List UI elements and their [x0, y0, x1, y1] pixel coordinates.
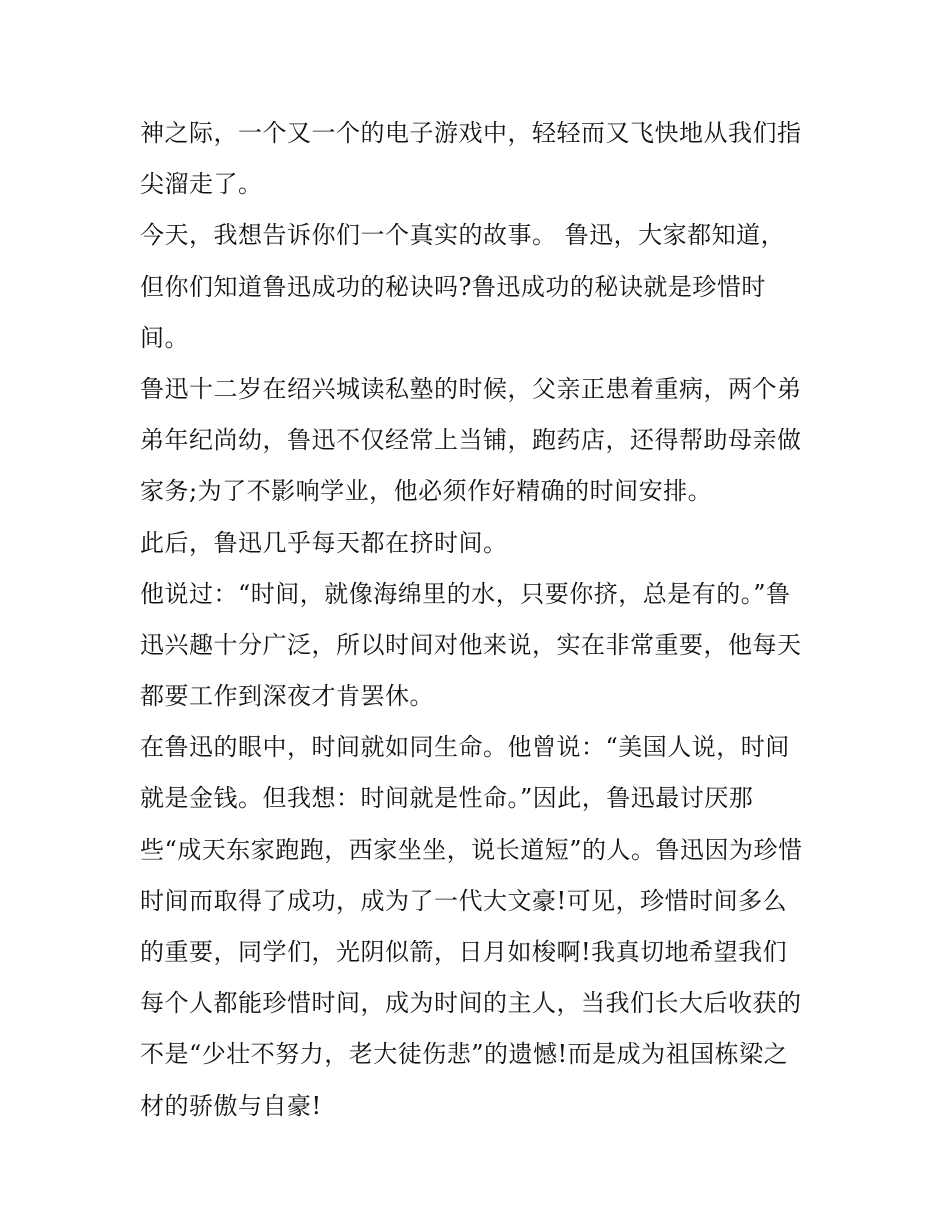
- text-line: 今天，我想告诉你们一个真实的故事。 鲁迅，大家都知道，: [140, 221, 786, 250]
- text-line: 时间而取得了成功，成为了一代大文豪!可见，珍惜时间多么: [140, 886, 788, 915]
- text-line: 尖溜走了。: [140, 170, 263, 199]
- text-line: 鲁迅十二岁在绍兴城读私塾的时候，父亲正患着重病，两个弟: [140, 374, 802, 403]
- text-line: 在鲁迅的眼中，时间就如同生命。他曾说：“美国人说，时间: [140, 733, 790, 762]
- text-line: 但你们知道鲁迅成功的秘诀吗?鲁迅成功的秘诀就是珍惜时: [140, 272, 766, 301]
- text-line: 家务;为了不影响学业，他必须作好精确的时间安排。: [140, 477, 713, 506]
- text-line: 的重要，同学们，光阴似箭，日月如梭啊!我真切地希望我们: [140, 938, 788, 966]
- text-line: 材的骄傲与自豪!: [140, 1091, 322, 1120]
- text-line: 间。: [140, 323, 189, 352]
- text-line: 此后，鲁迅几乎每天都在挤时间。: [140, 528, 508, 557]
- text-line: 不是“少壮不努力，老大徒伤悲”的遗憾!而是成为祖国栋梁之: [140, 1040, 789, 1069]
- text-line: 每个人都能珍惜时间，成为时间的主人，当我们长大后收获的: [140, 989, 802, 1018]
- text-line: 弟年纪尚幼，鲁迅不仅经常上当铺，跑药店，还得帮助母亲做: [140, 426, 802, 455]
- text-line: 迅兴趣十分广泛，所以时间对他来说，实在非常重要，他每天: [140, 630, 802, 659]
- text-line: 他说过：“时间，就像海绵里的水，只要你挤，总是有的。”鲁: [140, 579, 791, 608]
- document-body: [140, 108, 830, 1132]
- text-line: 些“成天东家跑跑，西家坐坐，说长道短”的人。鲁迅因为珍惜: [140, 835, 803, 864]
- text-line: 都要工作到深夜才肯罢休。: [140, 682, 434, 711]
- text-line: 神之际，一个又一个的电子游戏中，轻轻而又飞快地从我们指: [140, 119, 802, 147]
- text-line: 就是金钱。但我想：时间就是性命。”因此，鲁迅最讨厌那: [140, 784, 754, 813]
